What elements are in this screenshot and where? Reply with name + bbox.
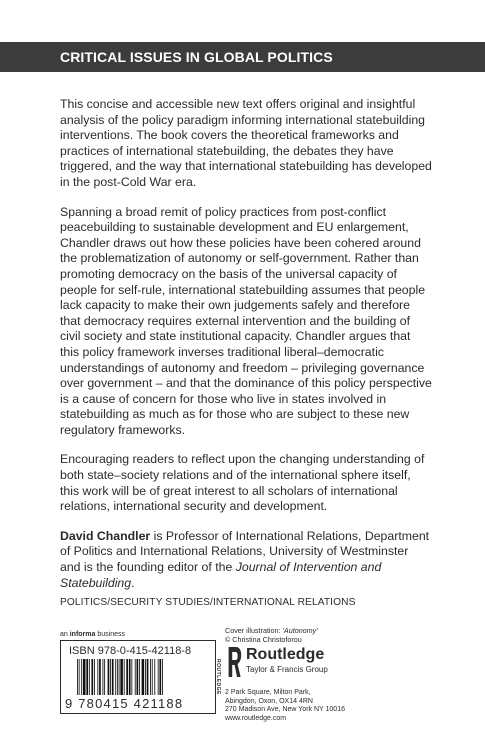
author-bio xyxy=(60,529,432,591)
routledge-side-text: ROUTLEDGE xyxy=(215,659,221,695)
barcode-bar xyxy=(126,659,128,695)
author-bio-text: is Professor of International Relations, Department of Politics and International Relations, University of Westminster and is the founding editor of the xyxy=(60,528,430,575)
blurb-paragraph-3: Encouraging readers to reflect upon the changing understanding of both state–society relations and of the international sphere itself, this work will be of great interest to all scholars of international relations, international security and development. xyxy=(60,452,425,514)
barcode-bar xyxy=(94,659,95,695)
author-name: David Chandler xyxy=(60,528,151,543)
cover-illustration-title: 'Autonomy' xyxy=(282,626,318,635)
blurb-paragraph-1: This concise and accessible new text offers original and insightful analysis of the policy paradigm informing international statebuilding interventions. The book covers the theoretical frameworks and practices of international statebuilding, the debates they have triggered, and the way that international statebuilding has developed in the post-Cold War era. xyxy=(60,97,432,189)
series-band xyxy=(0,42,485,72)
barcode-bar xyxy=(99,659,101,695)
barcode-bar xyxy=(131,659,132,695)
series-title: CRITICAL ISSUES IN GLOBAL POLITICS xyxy=(60,49,333,65)
barcode-bar xyxy=(158,659,159,695)
barcode-bar xyxy=(145,659,146,695)
cover-illustration-prefix: Cover illustration: xyxy=(225,626,283,635)
barcode-bar xyxy=(103,659,104,695)
barcode-bar xyxy=(137,659,139,695)
publisher-address xyxy=(225,689,345,723)
routledge-brand: Routledge xyxy=(246,646,325,663)
barcode-bar xyxy=(120,659,123,695)
barcode-bar xyxy=(154,659,155,695)
blurb-paragraph-2: Spanning a broad remit of policy practices from post-conflict peacebuilding to sustainable development and EU enlargement, Chandler draws out how these policies have been cohered around the problematization of autonomy or self-government. Rather than promoting democracy on the basis of the universal capacity of people for self-rule, international statebuilding assumes that people lack capacity to make their own judgements safely and therefore that democracy requires external intervention and the building of civil society and state institutional capacity. Chandler argues that this policy framework inverses traditional liberal–democratic understandings of autonomy and freedom – privileging governance over government – and that the dominance of this policy perspective is a cause of concern for those who live in states involved in statebuilding as much as for those who are subject to these new regulatory frameworks. xyxy=(60,204,432,437)
informa-prefix: an xyxy=(60,631,70,638)
barcode-bar xyxy=(89,659,90,695)
cover-illustration-credit xyxy=(225,626,318,644)
barcode-bar xyxy=(91,659,93,695)
barcode-bar xyxy=(162,659,163,695)
barcode-bar xyxy=(110,659,111,695)
informa-suffix: business xyxy=(95,631,125,638)
address-line: Abingdon, Oxon, OX14 4RN xyxy=(225,697,313,705)
cover-illustration-copyright: © Christina Christoforou xyxy=(225,635,302,644)
barcode-bar xyxy=(135,659,136,695)
barcode-bar xyxy=(152,659,153,695)
barcode-bar xyxy=(77,659,78,695)
barcode-bar xyxy=(124,659,125,695)
barcode-bar xyxy=(139,659,140,695)
blurb xyxy=(60,97,432,605)
barcode-bar xyxy=(81,659,82,695)
cover-illustration-line1 xyxy=(225,626,318,635)
barcode-bars xyxy=(77,659,201,699)
author-bio-end: . xyxy=(131,575,135,590)
barcode-box xyxy=(60,640,216,714)
address-line: 270 Madison Ave, New York NY 10016 xyxy=(225,706,345,714)
barcode-bar xyxy=(142,659,145,695)
barcode-bar xyxy=(79,659,80,695)
publisher-website: www.routledge.com xyxy=(225,714,287,722)
barcode-bar xyxy=(104,659,105,695)
barcode-bar xyxy=(83,659,86,695)
isbn-label: ISBN 978-0-415-42118-8 xyxy=(69,645,192,657)
barcode-bar xyxy=(150,659,151,695)
barcode-bar xyxy=(108,659,110,695)
barcode-number: 9 780415 421188 xyxy=(65,696,184,711)
barcode-bar xyxy=(86,659,88,695)
barcode-bar xyxy=(97,659,98,695)
barcode-bar xyxy=(159,659,161,695)
informa-business-line xyxy=(60,631,125,638)
address-line: 2 Park Square, Milton Park, xyxy=(225,689,311,696)
journal-title: Journal of Intervention and Statebuilding xyxy=(60,560,382,590)
barcode-bar xyxy=(115,659,116,695)
barcode-bar xyxy=(119,659,120,695)
barcode-bar xyxy=(129,659,131,695)
routledge-subtitle: Taylor & Francis Group xyxy=(246,665,328,674)
barcode-bar xyxy=(112,659,114,695)
barcode-bar xyxy=(117,659,118,695)
informa-brand: informa xyxy=(69,631,96,638)
subject-categories: POLITICS/SECURITY STUDIES/INTERNATIONAL RELATIONS xyxy=(60,597,356,608)
barcode-bar xyxy=(147,659,149,695)
